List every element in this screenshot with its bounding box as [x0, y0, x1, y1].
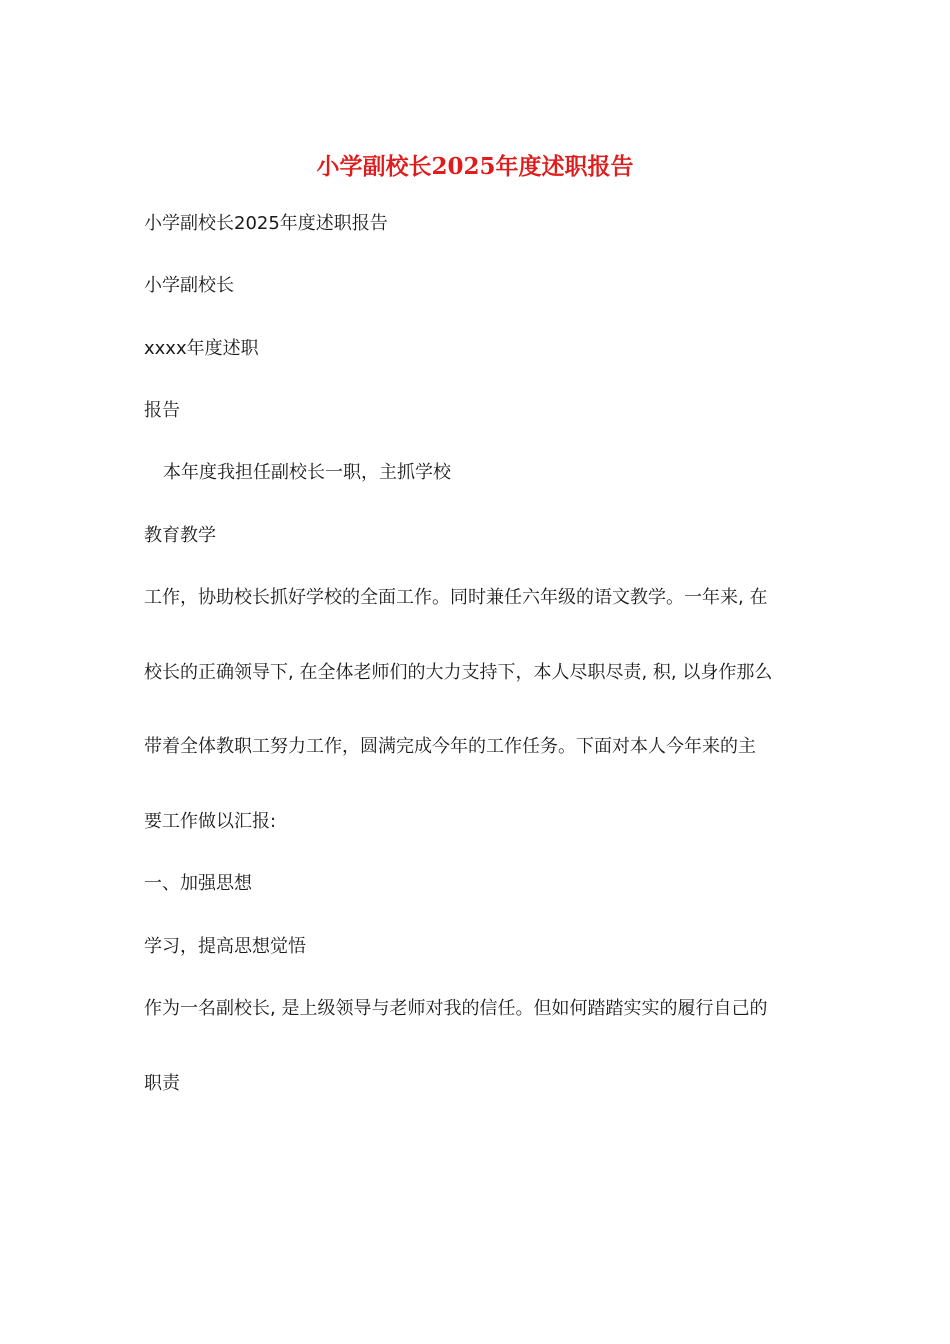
text-line: 工作，协助校长抓好学校的全面工作。同时兼任六年级的语文教学。一年来, 在 — [144, 587, 768, 608]
text-line: xxxx年度述职 — [144, 338, 259, 359]
text-line: 校长的正确领导下, 在全体老师们的大力支持下，本人尽职尽责, 积, 以身作那么 — [144, 662, 773, 683]
text-line: 本年度我担任副校长一职，主抓学校 — [163, 462, 451, 483]
text-line: 报告 — [144, 400, 180, 421]
text-line: 作为一名副校长, 是上级领导与老师对我的信任。但如何踏踏实实的履行自己的 — [144, 998, 768, 1019]
text-line: 要工作做以汇报: — [144, 811, 277, 832]
text-line: 小学副校长 — [144, 275, 234, 296]
text-line: 教育教学 — [144, 525, 216, 546]
text-line: 一、加强思想 — [144, 873, 252, 894]
text-line: 学习，提高思想觉悟 — [144, 936, 306, 957]
text-line: 职责 — [144, 1073, 180, 1094]
document-title: 小学副校长2025年度述职报告 — [316, 153, 634, 180]
text-line: 带着全体教职工努力工作，圆满完成今年的工作任务。下面对本人今年来的主 — [144, 736, 756, 757]
text-line: 小学副校长2025年度述职报告 — [144, 213, 388, 234]
